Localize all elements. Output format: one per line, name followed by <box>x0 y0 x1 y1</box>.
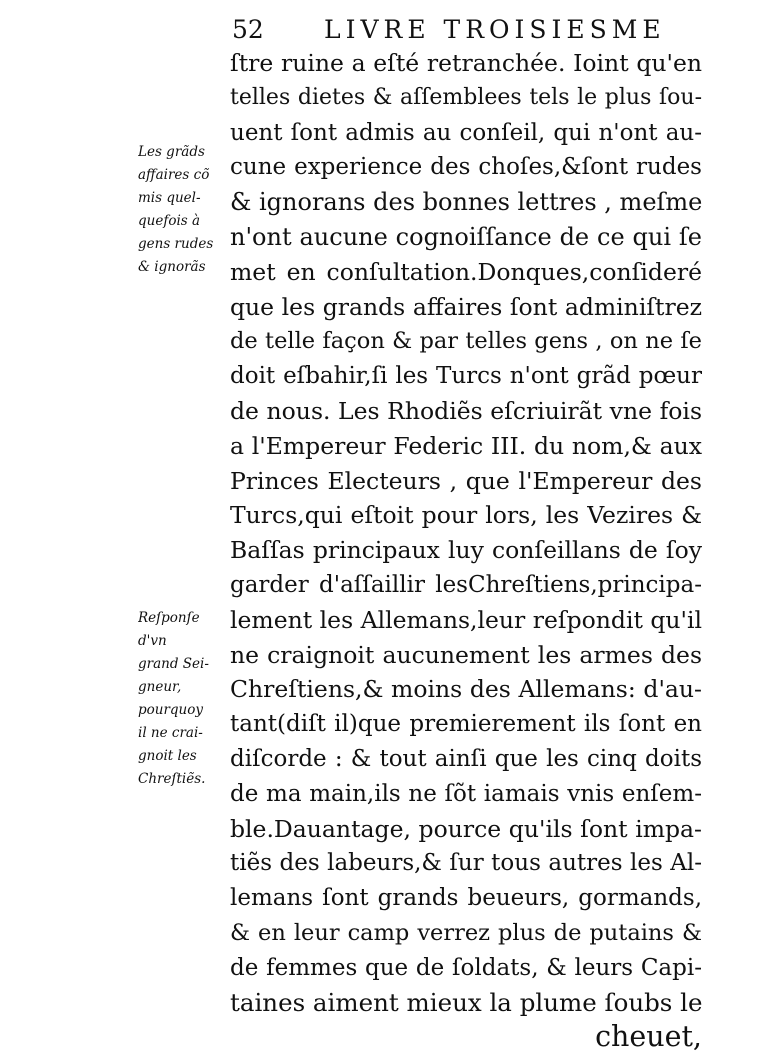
margin-note <box>138 141 228 279</box>
running-head: LIVRE TROISIESME <box>324 15 666 44</box>
text-line: ble.Dauantage, pource qu'ils ſont impa- <box>230 814 702 843</box>
text-line: telles dietes & aſſemblees tels le plus ſou- <box>230 84 702 110</box>
margin-note-line: Les grãds <box>138 144 205 160</box>
margin-note-line: Chreſtiẽs. <box>138 771 206 787</box>
text-line: Turcs,qui eſtoit pour lors, les Vezires & <box>230 501 702 530</box>
text-line: & ignorans des bonnes lettres , meſme <box>230 188 702 217</box>
text-line: met en conſultation.Donques,conſideré <box>230 257 702 286</box>
margin-note-line: Reſponſe <box>138 610 200 626</box>
text-line: doit eſbahir,ſi les Turcs n'ont grãd pœur <box>230 363 702 390</box>
text-line: cheuet, <box>595 1020 702 1054</box>
margin-note-line: pourquoy <box>138 702 204 718</box>
text-line: lement les Allemans,leur reſpondit qu'il <box>230 605 702 634</box>
text-line: de femmes que de ſoldats, & leurs Capi- <box>230 954 702 981</box>
page-number: 52 <box>232 15 264 44</box>
text-line: de telle façon & par telles gens , on ne ſe <box>230 328 702 355</box>
text-line: cune experience des choſes,&ſont rudes <box>230 154 702 181</box>
margin-note-line: gneur, <box>138 679 182 695</box>
text-line: garder d'aſſaillir lesChreſtiens,principa- <box>230 571 702 598</box>
margin-note-line: affaires cõ <box>138 167 210 183</box>
margin-note-line: gens rudes <box>138 236 214 252</box>
text-line: de nous. Les Rhodiẽs eſcriuirãt vne fois <box>230 396 702 425</box>
text-line: que les grands affaires ſont adminiſtrez <box>230 292 702 321</box>
text-line: taines aiment mieux la plume ſoubs le <box>230 987 702 1017</box>
text-line: ſtre ruine a eſté retranchée. Ioint qu'en <box>230 49 702 77</box>
margin-note-line: mis quel- <box>138 190 201 206</box>
margin-note-line: d'vn <box>138 633 167 649</box>
text-line: tant(diſt il)que premierement ils ſont en <box>230 711 702 738</box>
text-line: ne craignoit aucunement les armes des <box>230 640 702 669</box>
margin-note-line: grand Sei- <box>138 656 209 672</box>
text-line: tiẽs des labeurs,& ſur tous autres les Al- <box>230 850 702 877</box>
margin-note-line: quefois à <box>138 213 201 229</box>
text-line: Princes Electeurs , que l'Empereur des <box>230 466 702 495</box>
text-line: Baſſas principaux luy conſeillans de ſoy <box>230 536 702 565</box>
page-header <box>232 12 702 48</box>
text-line: lemans ſont grands beueurs, gormands, <box>230 885 702 912</box>
text-line: diſcorde : & tout ainſi que les cinq doits <box>230 745 702 772</box>
margin-note-line: & ignorãs <box>138 259 206 275</box>
margin-note-line: il ne crai- <box>138 725 203 741</box>
margin-note <box>138 607 228 791</box>
text-line: a l'Empereur Federic III. du nom,& aux <box>230 431 702 460</box>
text-line: Chreſtiens,& moins des Allemans: d'au- <box>230 675 702 704</box>
text-line: n'ont aucune cognoiſſance de ce qui ſe <box>230 222 702 251</box>
text-line: uent ſont admis au conſeil, qui n'ont au- <box>230 119 702 146</box>
text-line: de ma main,ils ne ſõt iamais vnis enſem- <box>230 780 702 807</box>
text-line: & en leur camp verrez plus de putains & <box>230 919 702 946</box>
margin-note-line: gnoit les <box>138 748 197 764</box>
body-text <box>230 46 702 1055</box>
